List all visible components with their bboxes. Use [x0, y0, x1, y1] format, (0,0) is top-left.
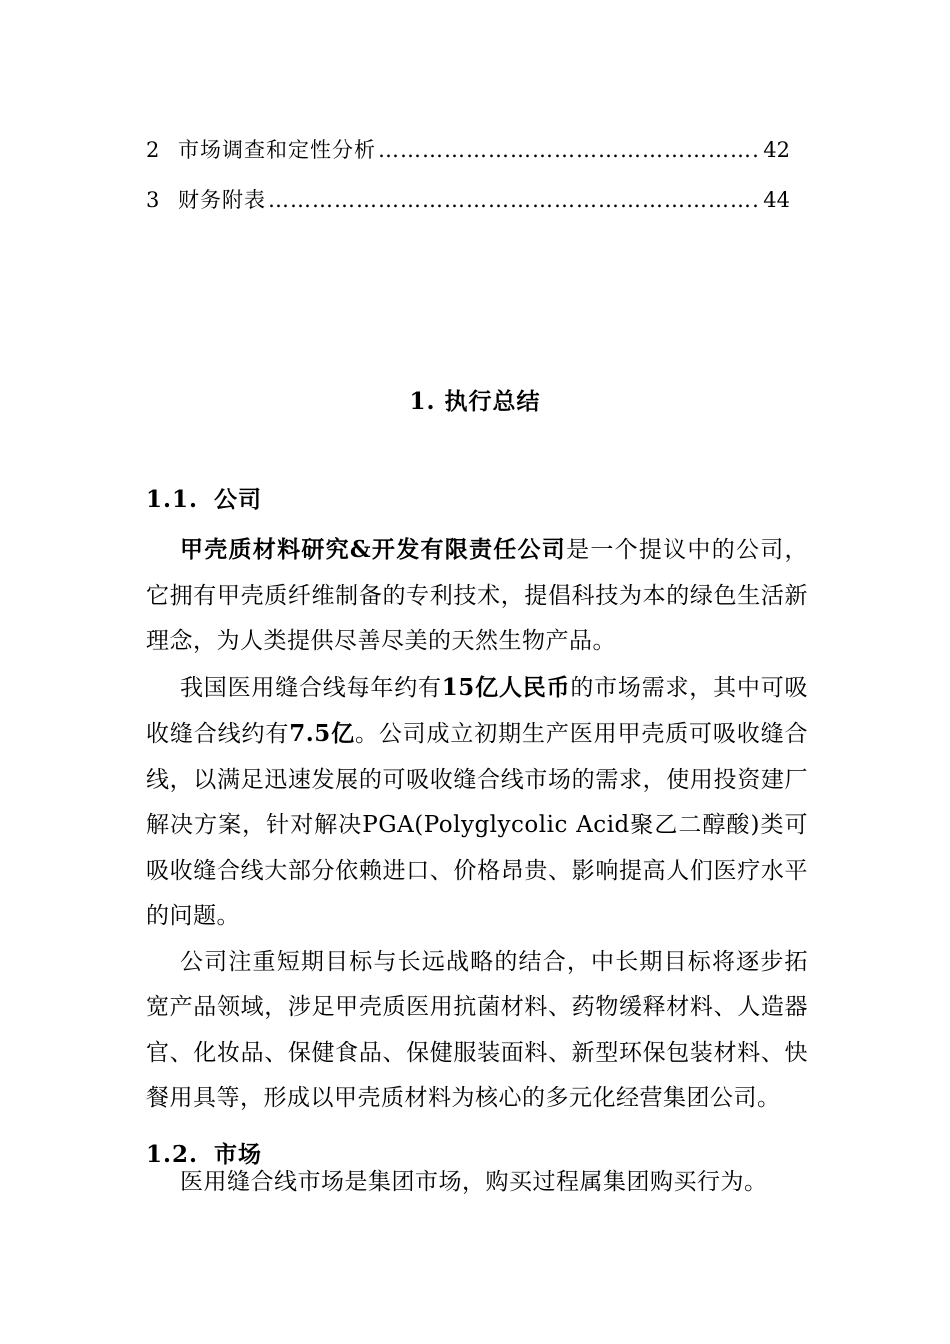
paragraph — [146, 665, 808, 940]
paragraph: 公司注重短期目标与长远战略的结合，中长期目标将逐步拓宽产品领域，涉足甲壳质医用抗菌材料、药物缓释材料、人造器官、化妆品、保健食品、保健服装面料、新型环保包装材料、快餐用具等，形成以甲壳质材料为核心的多元化经营集团公司。 — [146, 948, 808, 1111]
paragraph — [146, 527, 808, 665]
toc-entry — [146, 184, 790, 214]
paragraph-text: 。公司成立初期生产医用甲壳质可吸收缝合线，以满足迅速发展的可吸收缝合线市场的需求，使用投资建厂解决方案，针对解决PGA(Polyglycolic Acid聚乙二醇酸)类可吸收缝合线大部分依赖进口、价格昂贵、影响提高人们医疗水平的问题。 — [146, 721, 809, 929]
bold-figure: 15亿人民币 — [441, 673, 571, 701]
chapter-heading: 1. 执行总结 — [409, 388, 541, 415]
toc-entry-number: 3 — [146, 188, 160, 212]
section-title: 公司 — [214, 486, 262, 513]
section-title: 市场 — [214, 1141, 262, 1168]
toc-entry-page: 44 — [763, 188, 790, 212]
section-number: 1.2. — [146, 1141, 199, 1168]
toc-entry-number: 2 — [146, 138, 160, 162]
section-heading-company — [146, 481, 262, 514]
toc-entry-page: 42 — [763, 138, 790, 162]
paragraph-text: 是一个提议中的公司，它拥有甲壳质纤维制备的专利技术，提倡科技为本的绿色生活新理念，为人类提供尽善尽美的天然生物产品。 — [146, 537, 809, 654]
paragraph-text: 的市场需求，其中可吸收缝合线约有 — [146, 674, 809, 747]
bold-figure: 7.5亿 — [289, 720, 355, 747]
toc-entry-title: 市场调查和定性分析 — [178, 138, 376, 162]
paragraph: 医用缝合线市场是集团市场，购买过程属集团购买行为。 — [180, 1169, 768, 1195]
company-name: 甲壳质材料研究&开发有限责任公司 — [180, 536, 567, 563]
market-section-body — [146, 1160, 808, 1206]
section-number: 1.1. — [146, 486, 199, 513]
paragraph-text: 我国医用缝合线每年约有 — [180, 674, 442, 701]
toc-entry — [146, 134, 790, 164]
company-section-body — [146, 527, 808, 1122]
toc-entry-title: 财务附表 — [178, 188, 266, 212]
toc-leader-dots — [268, 188, 761, 212]
toc-leader-dots — [378, 138, 761, 162]
